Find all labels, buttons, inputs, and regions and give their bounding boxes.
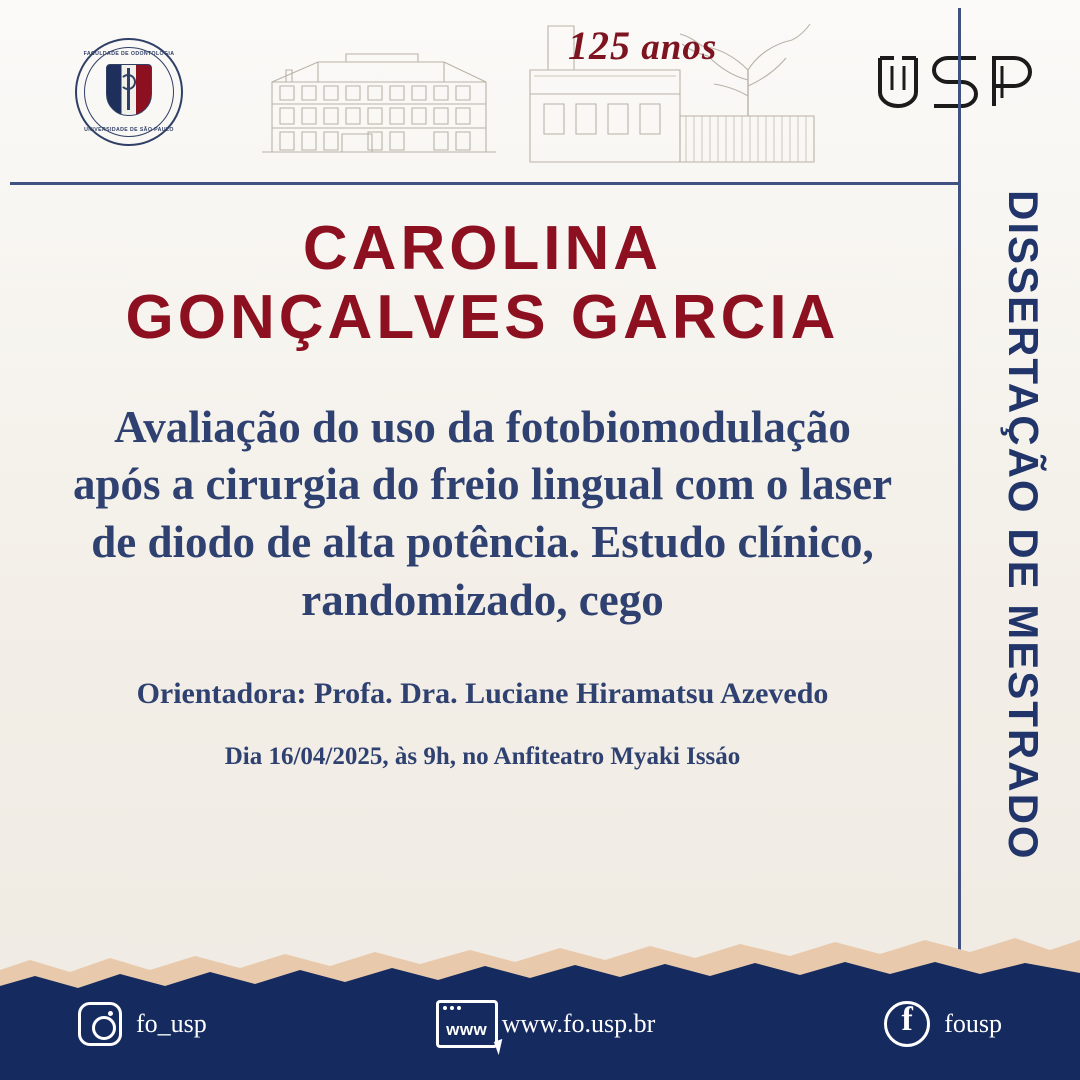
student-name	[40, 214, 925, 353]
mouse-cursor-icon	[494, 1039, 507, 1055]
usp-logo-icon	[872, 52, 1032, 114]
header-divider	[10, 182, 960, 185]
browser-dots-icon	[443, 1006, 461, 1010]
facebook-handle: fousp	[944, 1009, 1002, 1038]
website-url: www.fo.usp.br	[501, 1009, 656, 1038]
anniversary-number: 125	[568, 23, 631, 68]
student-name-line-1: CAROLINA	[302, 214, 663, 283]
seal-text-top: FACULDADE DE ODONTOLOGIA	[83, 51, 175, 57]
footer-links	[0, 968, 1080, 1080]
instagram-handle: fo_usp	[136, 1009, 207, 1038]
advisor-line: Orientadora: Profa. Dra. Luciane Hiramatsu Azevedo	[136, 677, 829, 711]
browser-window-icon	[436, 1000, 498, 1048]
vertical-divider	[958, 8, 961, 1068]
datetime-line: Dia 16/04/2025, às 9h, no Anfiteatro Myaki Issáo	[224, 743, 741, 771]
facebook-link[interactable]	[884, 1001, 1002, 1047]
instagram-icon	[78, 1002, 122, 1046]
seal-snake-icon	[120, 74, 136, 90]
anniversary-word: anos	[641, 27, 718, 68]
poster-footer	[0, 930, 1080, 1080]
facebook-icon: f	[884, 1001, 930, 1047]
student-name-line-2: GONÇALVES GARCIA	[125, 283, 840, 353]
instagram-link[interactable]	[78, 1002, 207, 1046]
www-label: www	[446, 1020, 488, 1039]
seal-text-bottom: UNIVERSIDADE DE SÃO PAULO	[84, 127, 174, 133]
anniversary-badge	[568, 22, 778, 69]
document-type-label	[966, 190, 1080, 970]
poster-header	[0, 0, 960, 185]
website-link[interactable]	[436, 1000, 656, 1048]
poster-main	[40, 196, 925, 771]
thesis-title: Avaliação do uso da fotobiomodulação após a cirurgia do freio lingual com o laser de diodo de alta potência. Estudo clínico, randomizado, cego	[72, 401, 893, 625]
document-type-text: DISSERTAÇÃO DE MESTRADO	[1000, 190, 1047, 861]
fousp-seal-icon	[75, 38, 183, 146]
building-sketch-icon	[258, 48, 500, 158]
